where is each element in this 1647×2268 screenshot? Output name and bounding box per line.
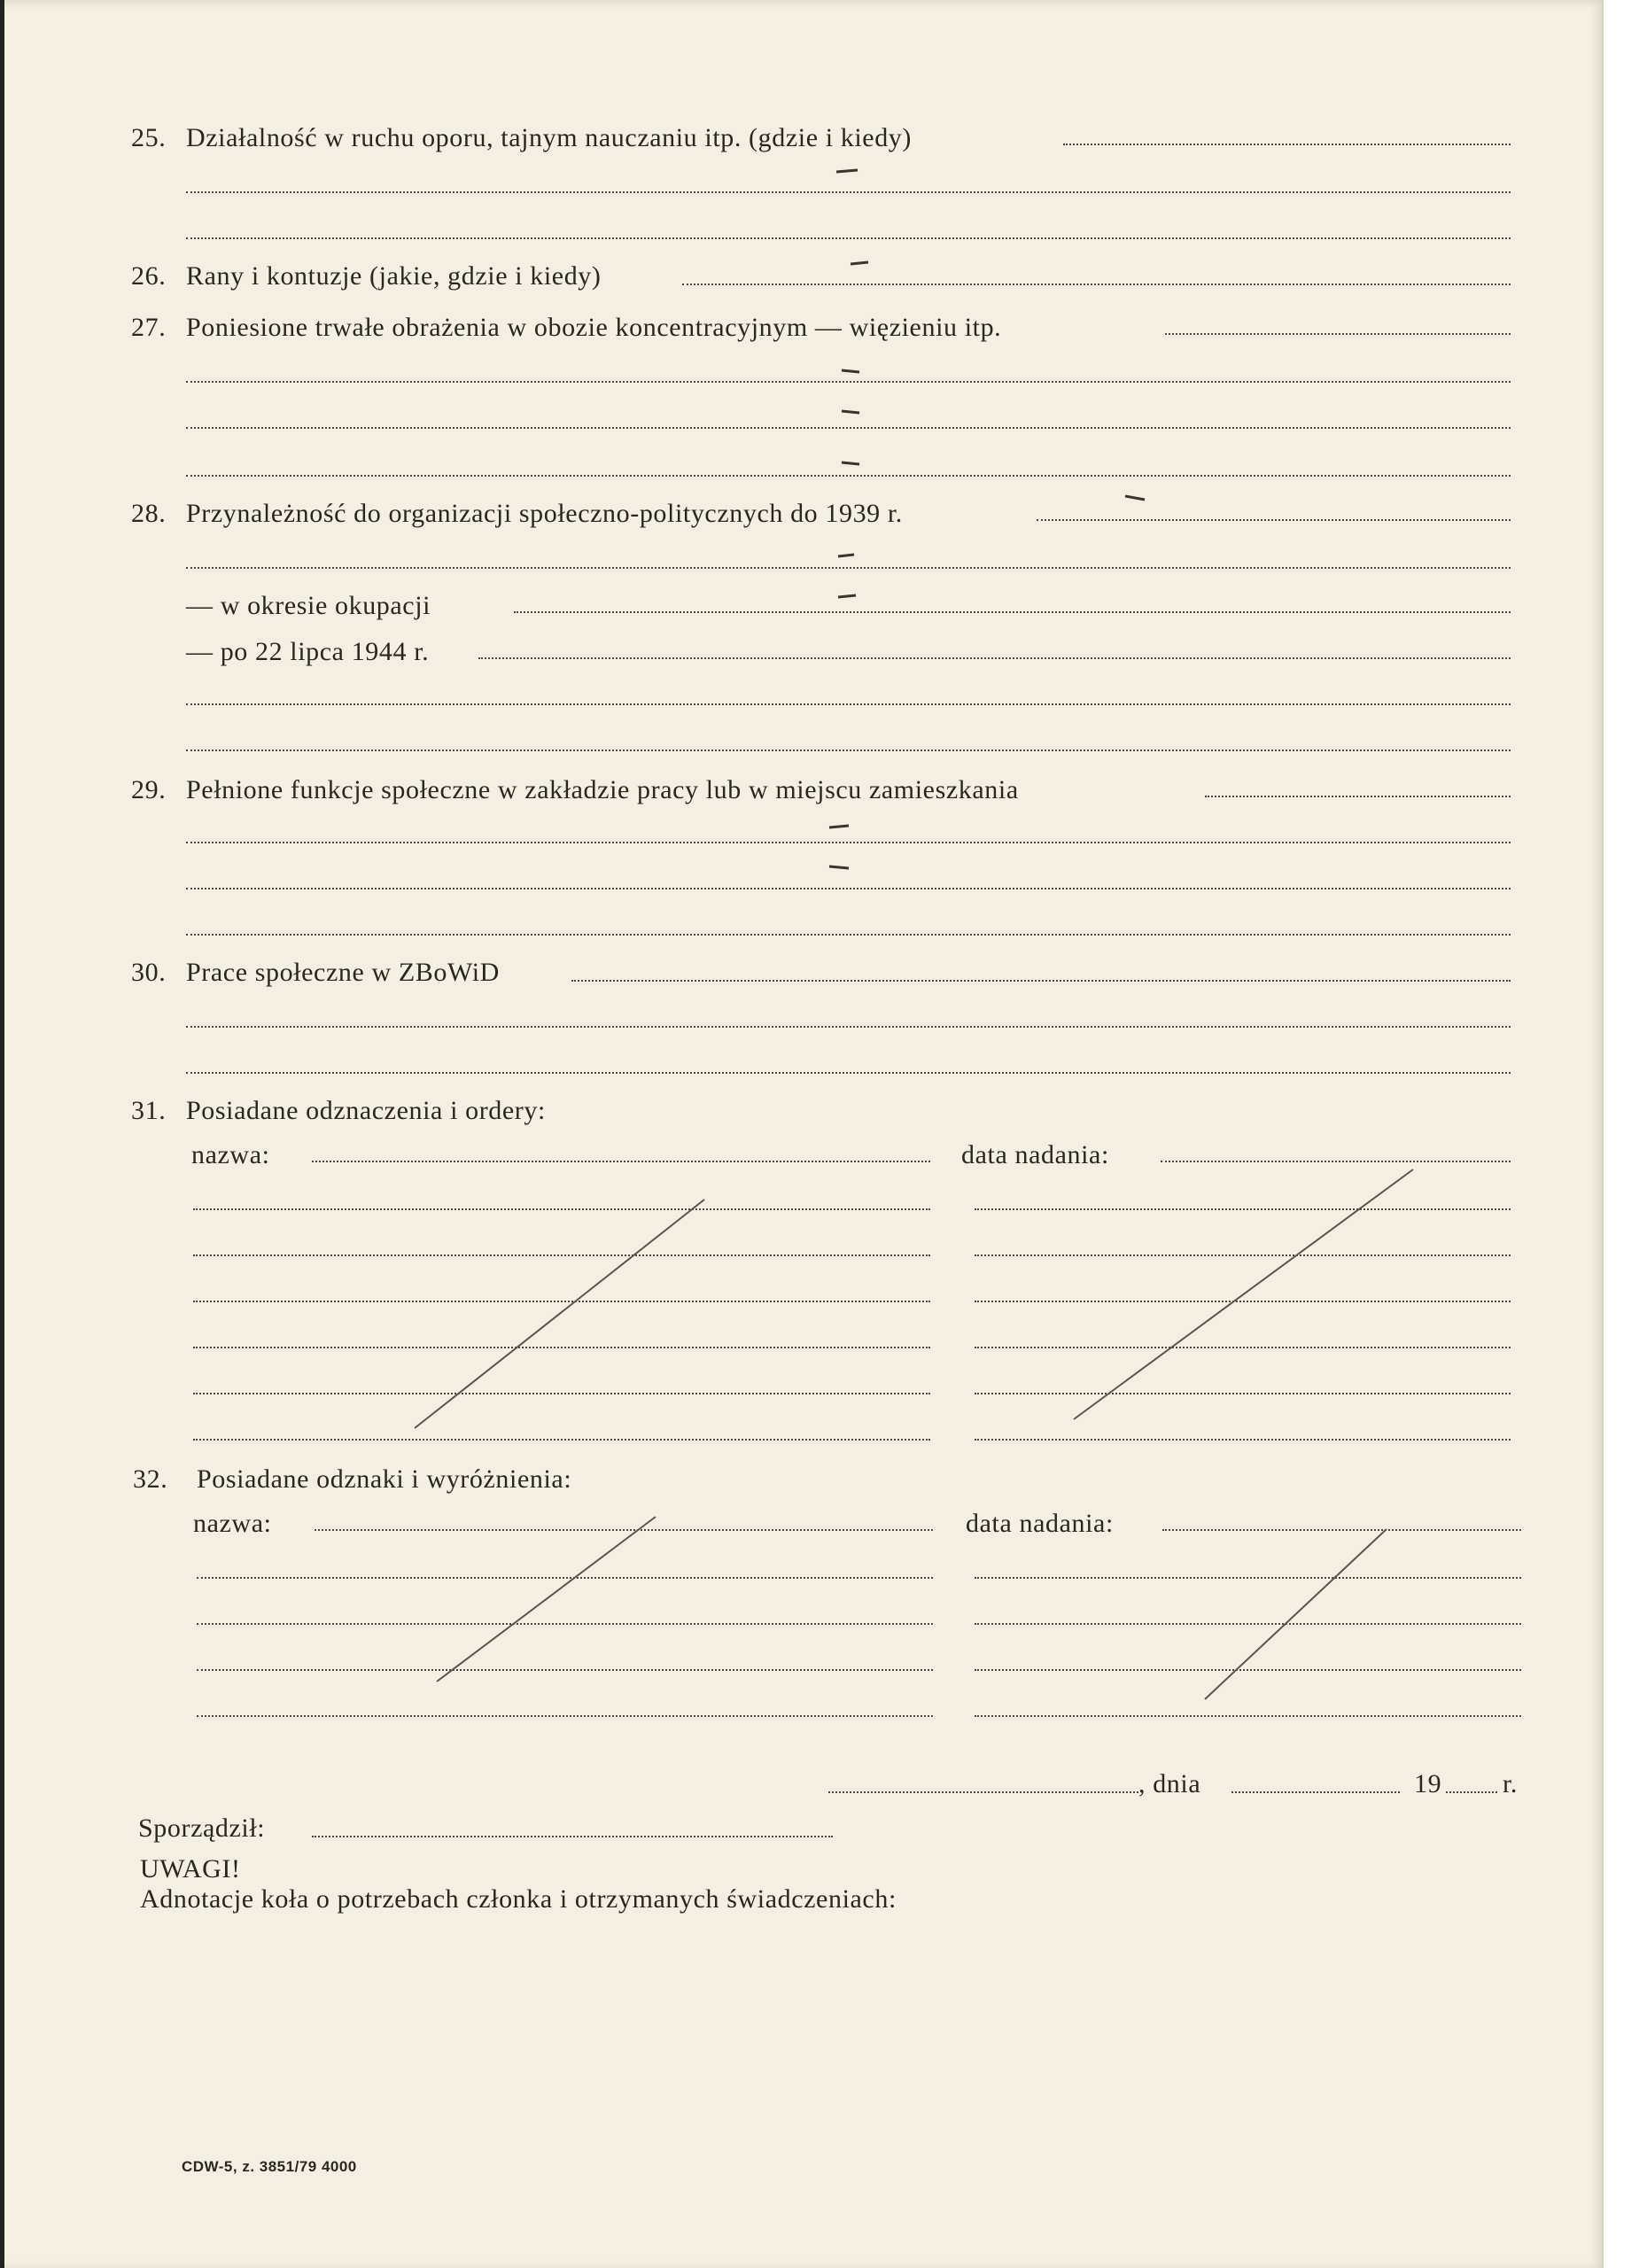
q27-answer-line-3[interactable] — [186, 427, 1511, 429]
q31-name-label: nazwa: — [191, 1140, 270, 1169]
q31-date-line-5[interactable] — [975, 1347, 1511, 1348]
q28-answer-line-2[interactable] — [186, 567, 1511, 569]
q31-number: 31. — [131, 1096, 167, 1125]
q28-label: Przynależność do organizacji społeczno-politycznych do 1939 r. — [186, 499, 903, 528]
q31-name-line-2[interactable] — [193, 1208, 930, 1210]
scan-left-border — [0, 0, 4, 2268]
q31-name-line-6[interactable] — [193, 1393, 930, 1394]
q29-answer-line-4[interactable] — [186, 934, 1511, 936]
q29-answer-line-3[interactable] — [186, 888, 1511, 889]
q32-name-line-2[interactable] — [197, 1577, 933, 1579]
notes-heading: UWAGI! — [140, 1854, 241, 1884]
q31-date-line-1[interactable] — [1161, 1161, 1511, 1162]
day-month-line[interactable] — [1231, 1791, 1400, 1793]
notes-text: Adnotacje koła o potrzebach członka i otrzymanych świadczeniach: — [140, 1884, 897, 1914]
q32-date-line-2[interactable] — [975, 1577, 1521, 1579]
q27-label: Poniesione trwałe obrażenia w obozie koncentracyjnym — więzieniu itp. — [186, 313, 1002, 342]
q31-label: Posiadane odznaczenia i ordery: — [186, 1096, 546, 1125]
q32-date-line-1[interactable] — [1162, 1529, 1521, 1531]
q32-name-label: nazwa: — [193, 1509, 272, 1538]
q31-date-line-4[interactable] — [975, 1301, 1511, 1302]
q30-answer-line-3[interactable] — [186, 1072, 1511, 1074]
q31-name-line-3[interactable] — [193, 1254, 930, 1256]
q32-date-line-4[interactable] — [975, 1669, 1521, 1671]
q28-after-line-1[interactable] — [478, 657, 1511, 659]
q30-answer-line-1[interactable] — [571, 980, 1511, 982]
q29-answer-line-1[interactable] — [1205, 796, 1511, 797]
q32-name-line-1[interactable] — [315, 1529, 933, 1531]
q30-answer-line-2[interactable] — [186, 1026, 1511, 1028]
q28-after-line-3[interactable] — [186, 750, 1511, 751]
place-line[interactable] — [828, 1791, 1138, 1793]
signed-label: Sporządził: — [138, 1814, 266, 1843]
q26-label: Rany i kontuzje (jakie, gdzie i kiedy) — [186, 261, 602, 291]
q32-date-line-3[interactable] — [975, 1623, 1521, 1625]
q27-answer-line-4[interactable] — [186, 475, 1511, 477]
q31-name-line-1[interactable] — [312, 1161, 930, 1162]
q32-number: 32. — [133, 1464, 168, 1494]
q31-date-label: data nadania: — [961, 1140, 1109, 1169]
q32-name-line-5[interactable] — [197, 1715, 933, 1717]
q28-answer-line-1[interactable] — [1037, 519, 1511, 521]
q31-name-line-7[interactable] — [193, 1439, 930, 1441]
q29-label: Pełnione funkcje społeczne w zakładzie pracy lub w miejscu zamieszkania — [186, 775, 1019, 804]
q31-date-line-6[interactable] — [975, 1393, 1511, 1394]
q25-label: Działalność w ruchu oporu, tajnym nauczaniu itp. (gdzie i kiedy) — [186, 123, 912, 152]
q31-date-line-7[interactable] — [975, 1439, 1511, 1441]
q27-number: 27. — [131, 313, 167, 342]
q25-answer-line-2[interactable] — [186, 191, 1511, 193]
q31-date-line-2[interactable] — [975, 1208, 1511, 1210]
q25-answer-line-3[interactable] — [186, 237, 1511, 239]
q29-number: 29. — [131, 775, 167, 804]
q28-occupation-line[interactable] — [514, 611, 1511, 613]
year-line[interactable] — [1446, 1791, 1497, 1793]
q31-date-line-3[interactable] — [975, 1254, 1511, 1256]
q28-after-label: — po 22 lipca 1944 r. — [186, 637, 430, 666]
q30-label: Prace społeczne w ZBoWiD — [186, 958, 500, 987]
q28-number: 28. — [131, 499, 167, 528]
year-suffix: r. — [1503, 1769, 1519, 1798]
year-prefix: 19 — [1414, 1769, 1442, 1798]
q28-after-line-2[interactable] — [186, 703, 1511, 705]
q32-date-line-5[interactable] — [975, 1715, 1521, 1717]
q26-answer-line[interactable] — [682, 284, 1511, 285]
q27-answer-line-2[interactable] — [186, 381, 1511, 383]
q31-name-line-4[interactable] — [193, 1301, 930, 1302]
q25-answer-line-1[interactable] — [1063, 144, 1511, 145]
q31-name-line-5[interactable] — [193, 1347, 930, 1348]
q28-occupation-label: — w okresie okupacji — [186, 591, 431, 620]
scan-right-margin — [1602, 0, 1647, 2268]
q26-number: 26. — [131, 261, 167, 291]
q32-date-label: data nadania: — [966, 1509, 1114, 1538]
q27-answer-line-1[interactable] — [1165, 333, 1511, 335]
q29-answer-line-2[interactable] — [186, 842, 1511, 843]
q32-name-line-3[interactable] — [197, 1623, 933, 1625]
dnia-label: , dnia — [1138, 1769, 1201, 1798]
q32-name-line-4[interactable] — [197, 1669, 933, 1671]
q25-number: 25. — [131, 123, 167, 152]
q30-number: 30. — [131, 958, 167, 987]
print-code: CDW-5, z. 3851/79 4000 — [182, 2158, 357, 2175]
q32-label: Posiadane odznaki i wyróżnienia: — [197, 1464, 572, 1494]
signed-line[interactable] — [312, 1836, 833, 1837]
